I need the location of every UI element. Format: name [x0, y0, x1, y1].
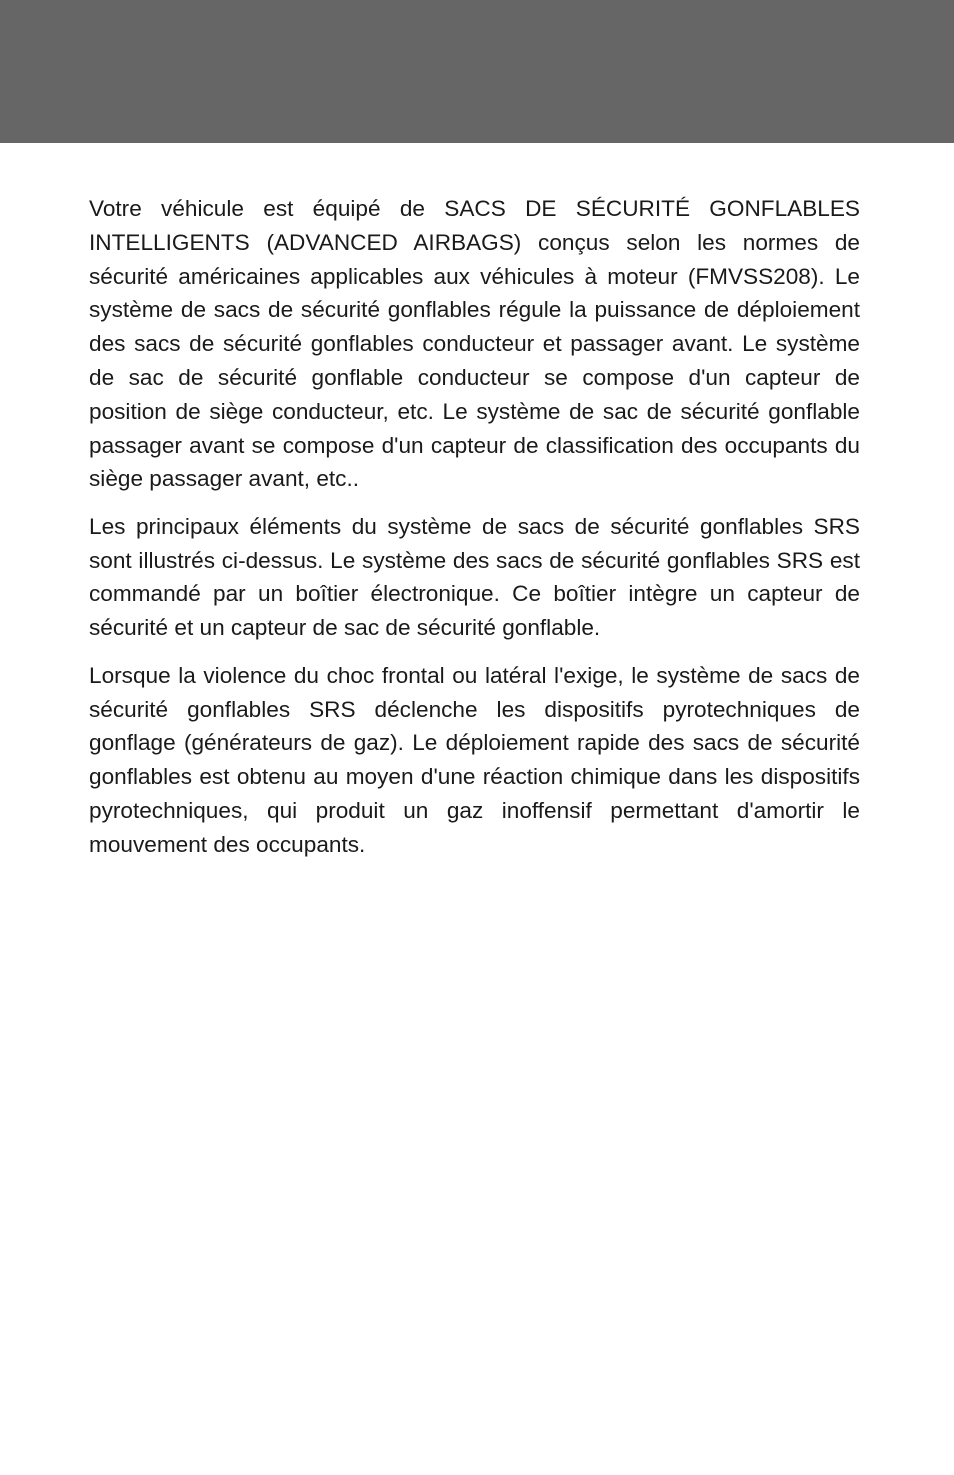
- paragraph-srs-components: Les principaux éléments du système de sacs de sécurité gonflables SRS sont illustrés ci-dessus. Le système des sacs de sécurité gonflables SRS est commandé par un boîtier électronique. Ce boîtier intègre un capteur de sécurité et un capteur de sac de sécurité gonflable.: [89, 513, 860, 641]
- paragraph-deployment: Lorsque la violence du choc frontal ou latéral l'exige, le système de sacs de sécurité gonflables SRS déclenche les dispositifs pyrotechniques de gonflage (générateurs de gaz). Le déploiement rapide des sacs de sécurité gonflables est obtenu au moyen d'une réaction chimique dans les dispositifs pyrotechniques, qui produit un gaz inoffensif permettant d'amortir le mouvement des occupants.: [89, 662, 860, 857]
- paragraph-advanced-airbags: Votre véhicule est équipé de SACS DE SÉCURITÉ GONFLABLES INTELLIGENTS (ADVANCED AIRBAGS) conçus selon les normes de sécurité américaines applicables aux véhicules à moteur (FMVSS208). Le système de sacs de sécurité gonflables régule la puissance de déploiement des sacs de sécurité gonflables conducteur et passager avant. Le système de sac de sécurité gonflable conducteur se compose d'un capteur de position de siège conducteur, etc. Le système de sac de sécurité gonflable passager avant se compose d'un capteur de classification des occupants du siège passager avant, etc..: [89, 196, 860, 492]
- body-text: [89, 192, 860, 875]
- header-band: [0, 0, 954, 143]
